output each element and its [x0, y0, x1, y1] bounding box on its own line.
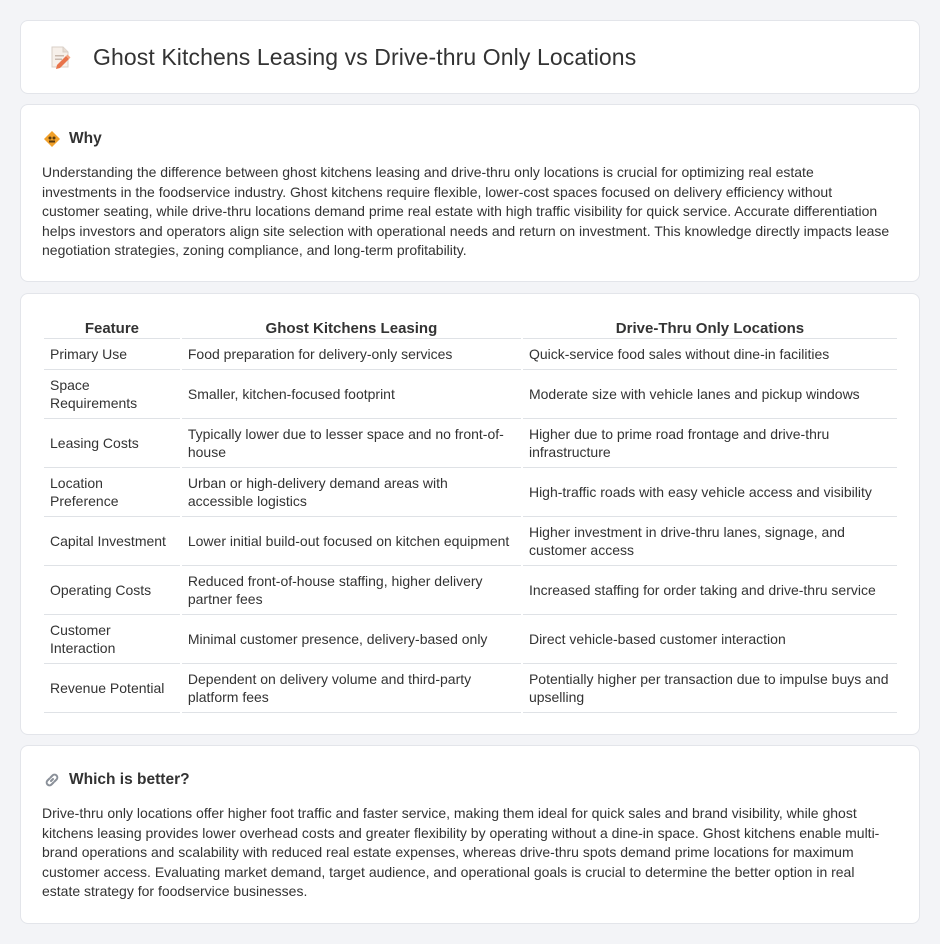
table-row [44, 339, 897, 370]
which-is-better-heading: Which is better? [69, 770, 190, 788]
why-text: Understanding the difference between ghost kitchens leasing and drive-thru only locations is crucial for optimizing real estate investments in the foodservice industry. Ghost kitchens require flexible, lower-cost spaces focused on delivery efficiency without customer seating, while drive-thru locations demand prime real estate with high traffic visibility for quick service. Accurate differentiation helps investors and operators align site selection with operational needs and return on investment. This knowledge directly impacts lease negotiation strategies, zoning compliance, and long-term profitability. [42, 164, 890, 259]
table-row [44, 468, 897, 517]
column-header: Ghost Kitchens Leasing [182, 317, 521, 339]
drive-thru-cell: Higher due to prime road frontage and drive-thru infrastructure [523, 419, 897, 468]
drive-thru-cell: Direct vehicle-based customer interaction [523, 615, 897, 664]
document-pencil-icon [47, 44, 73, 70]
comparison-section [20, 293, 920, 735]
feature-cell: Primary Use [44, 339, 180, 370]
title-card [20, 20, 920, 94]
feature-cell: Space Requirements [44, 370, 180, 419]
drive-thru-cell: Moderate size with vehicle lanes and pickup windows [523, 370, 897, 419]
ghost-kitchen-cell: Dependent on delivery volume and third-party platform fees [182, 664, 521, 713]
why-section [20, 104, 920, 282]
ghost-kitchen-cell: Lower initial build-out focused on kitchen equipment [182, 517, 521, 566]
drive-thru-cell: Higher investment in drive-thru lanes, signage, and customer access [523, 517, 897, 566]
ghost-kitchen-cell: Minimal customer presence, delivery-based only [182, 615, 521, 664]
comparison-table [42, 317, 899, 713]
table-row [44, 370, 897, 419]
ghost-kitchen-cell: Urban or high-delivery demand areas with accessible logistics [182, 468, 521, 517]
table-row [44, 517, 897, 566]
drive-thru-cell: Quick-service food sales without dine-in facilities [523, 339, 897, 370]
table-row [44, 566, 897, 615]
feature-cell: Customer Interaction [44, 615, 180, 664]
link-icon [43, 771, 61, 789]
feature-cell: Revenue Potential [44, 664, 180, 713]
why-heading: Why [69, 129, 102, 147]
feature-cell: Location Preference [44, 468, 180, 517]
table-header-row [44, 317, 897, 339]
feature-cell: Operating Costs [44, 566, 180, 615]
ghost-kitchen-cell: Reduced front-of-house staffing, higher delivery partner fees [182, 566, 521, 615]
ghost-kitchen-cell: Typically lower due to lesser space and no front-of-house [182, 419, 521, 468]
table-row [44, 615, 897, 664]
table-row [44, 664, 897, 713]
ghost-kitchen-cell: Smaller, kitchen-focused footprint [182, 370, 521, 419]
table-row [44, 419, 897, 468]
feature-cell: Leasing Costs [44, 419, 180, 468]
which-is-better-section [20, 745, 920, 924]
drive-thru-cell: Increased staffing for order taking and drive-thru service [523, 566, 897, 615]
which-is-better-text: Drive-thru only locations offer higher foot traffic and faster service, making them ideal for quick sales and brand visibility, while ghost kitchens leasing provides lower overhead costs and greater flexibility by operating without a dine-in space. Ghost kitchens enable multi-brand operations and scalability with reduced real estate expenses, whereas drive-thru spots demand prime locations for maximum customer access. Evaluating market demand, target audience, and operational goals is crucial to determine the better option in real estate strategy for foodservice businesses. [42, 805, 880, 900]
feature-cell: Capital Investment [44, 517, 180, 566]
column-header: Feature [44, 317, 180, 339]
diamond-sign-icon [43, 130, 61, 148]
ghost-kitchen-cell: Food preparation for delivery-only services [182, 339, 521, 370]
drive-thru-cell: High-traffic roads with easy vehicle access and visibility [523, 468, 897, 517]
page-title: Ghost Kitchens Leasing vs Drive-thru Only Locations [93, 43, 637, 70]
drive-thru-cell: Potentially higher per transaction due to impulse buys and upselling [523, 664, 897, 713]
column-header: Drive-Thru Only Locations [523, 317, 897, 339]
